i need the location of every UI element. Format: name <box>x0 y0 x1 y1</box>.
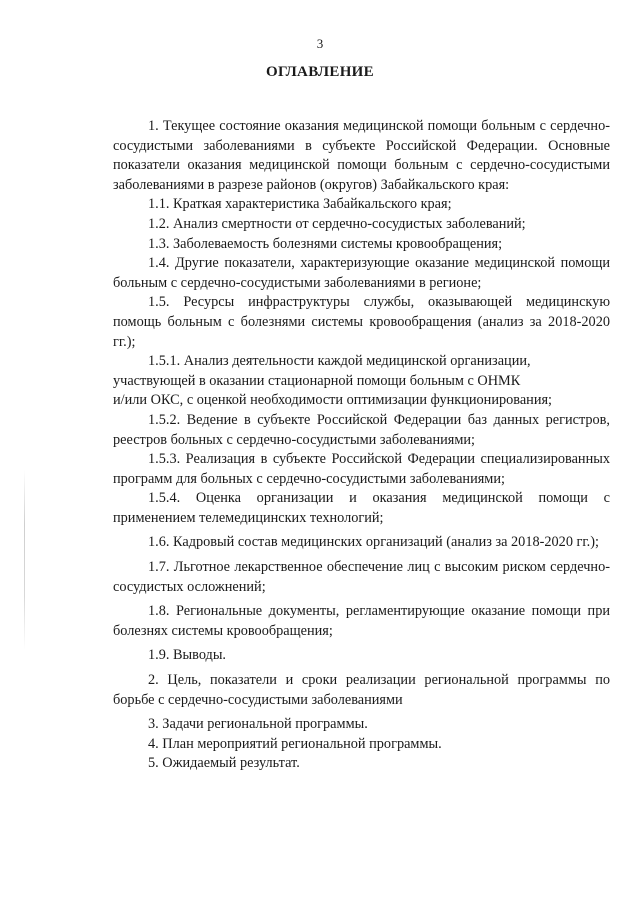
toc-item-1-5-4: 1.5.4. Оценка организации и оказания медицинской помощи с применением телемедицинских технологий; <box>113 490 610 526</box>
toc-item-1-9: 1.9. Выводы. <box>148 647 227 664</box>
toc-item-1-5-1-line: участвующей в оказании стационарной помощи больным с ОНМК <box>113 372 521 389</box>
toc-item-1-5-1-line: 1.5.1. Анализ деятельности каждой медицинской организации, <box>148 353 531 370</box>
toc-item-1-5-2: 1.5.2. Ведение в субъекте Российской Федерации баз данных регистров, реестров больных с сердечно-сосудистыми заболеваниями; <box>113 411 610 448</box>
toc-item-4: 4. План мероприятий региональной программы. <box>148 735 442 752</box>
toc-item-1-5-1 <box>113 352 610 411</box>
toc-item-1-5-3: 1.5.3. Реализация в субъекте Российской Федерации специализированных программ для больных с сердечно-сосудистыми заболеваниями; <box>113 451 610 487</box>
toc-item-1-4: 1.4. Другие показатели, характеризующие оказание медицинской помощи больным с сердечно-сосудистыми заболеваниями в регионе; <box>113 255 610 291</box>
toc-item-1-8: 1.8. Региональные документы, регламентирующие оказание помощи при болезнях системы кровообращения; <box>113 603 610 639</box>
toc-item-1: 1. Текущее состояние оказания медицинской помощи больным с сердечно-сосудистыми заболеваниями в субъекте Российской Федерации. Основные показатели оказания медицинской помощи больным с сердечно-сосудистыми заболеваниями в разрезе районов (округов) Забайкальского края: <box>113 118 610 193</box>
table-of-contents <box>113 117 610 774</box>
toc-item-1-6: 1.6. Кадровый состав медицинских организаций (анализ за 2018-2020 гг.); <box>148 534 599 551</box>
page-number: 3 <box>316 36 324 51</box>
toc-item-1-5-1-line: и/или ОКС, с оценкой необходимости оптимизации функционирования; <box>113 392 553 409</box>
toc-item-1-3: 1.3. Заболеваемость болезнями системы кровообращения; <box>148 235 503 252</box>
toc-item-1-7: 1.7. Льготное лекарственное обеспечение лиц с высоким риском сердечно-сосудистых осложнений; <box>113 559 610 595</box>
document-heading: ОГЛАВЛЕНИЕ <box>266 64 374 80</box>
toc-item-1-2: 1.2. Анализ смертности от сердечно-сосудистых заболеваний; <box>148 215 526 232</box>
toc-item-1-5: 1.5. Ресурсы инфраструктуры службы, оказывающей медицинскую помощь больным с болезнями системы кровообращения (анализ за 2018-2020 гг.); <box>113 294 610 350</box>
toc-item-5: 5. Ожидаемый результат. <box>148 755 300 772</box>
toc-item-1-1: 1.1. Краткая характеристика Забайкальского края; <box>148 196 452 213</box>
scan-artifact-line <box>24 470 25 650</box>
toc-item-2: 2. Цель, показатели и сроки реализации региональной программы по борьбе с сердечно-сосудистыми заболеваниями <box>113 672 610 708</box>
toc-item-3: 3. Задачи региональной программы. <box>148 716 368 733</box>
